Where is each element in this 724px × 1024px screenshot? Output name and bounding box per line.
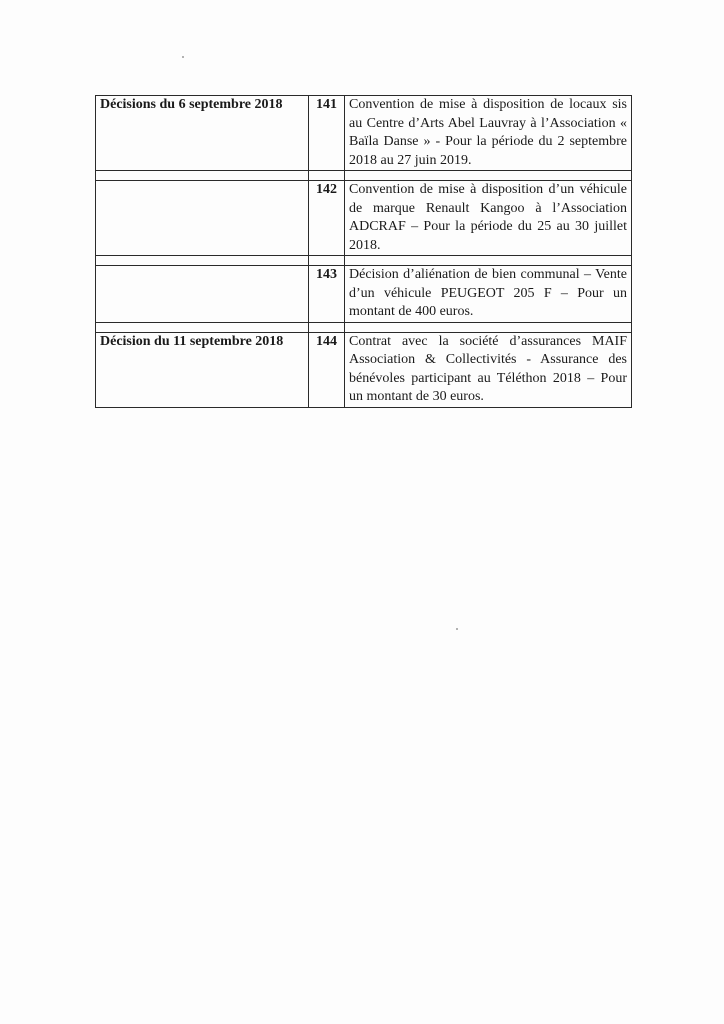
spacer-row — [96, 322, 632, 332]
spacer-cell — [96, 256, 309, 266]
decisions-table — [95, 95, 632, 408]
scan-speck — [456, 628, 458, 630]
spacer-cell — [345, 171, 632, 181]
scan-speck — [182, 56, 184, 58]
decision-number-cell: 141 — [309, 96, 345, 171]
spacer-cell — [96, 171, 309, 181]
spacer-row — [96, 256, 632, 266]
table-row — [96, 332, 632, 407]
table-row — [96, 266, 632, 323]
decision-number-cell: 143 — [309, 266, 345, 323]
spacer-cell — [345, 322, 632, 332]
spacer-cell — [309, 322, 345, 332]
decision-description-cell: Décision d’aliénation de bien communal – Vente d’un véhicule PEUGEOT 205 F – Pour un montant de 400 euros. — [345, 266, 632, 323]
decision-date-cell — [96, 181, 309, 256]
decision-description-cell: Contrat avec la société d’assurances MAIF Association & Collectivités - Assurance des bénévoles participant au Téléthon 2018 – Pour un montant de 30 euros. — [345, 332, 632, 407]
decision-description-cell: Convention de mise à disposition d’un véhicule de marque Renault Kangoo à l’Association ADCRAF – Pour la période du 25 au 30 juillet 2018. — [345, 181, 632, 256]
spacer-cell — [345, 256, 632, 266]
decision-number-cell: 144 — [309, 332, 345, 407]
table-row — [96, 181, 632, 256]
spacer-cell — [96, 322, 309, 332]
spacer-row — [96, 171, 632, 181]
decision-date-cell — [96, 266, 309, 323]
decision-description-cell: Convention de mise à disposition de locaux sis au Centre d’Arts Abel Lauvray à l’Association « Baïla Danse » - Pour la période du 2 septembre 2018 au 27 juin 2019. — [345, 96, 632, 171]
spacer-cell — [309, 256, 345, 266]
decision-date-cell: Décision du 11 septembre 2018 — [96, 332, 309, 407]
spacer-cell — [309, 171, 345, 181]
decision-number-cell: 142 — [309, 181, 345, 256]
table-row — [96, 96, 632, 171]
decision-date-cell: Décisions du 6 septembre 2018 — [96, 96, 309, 171]
